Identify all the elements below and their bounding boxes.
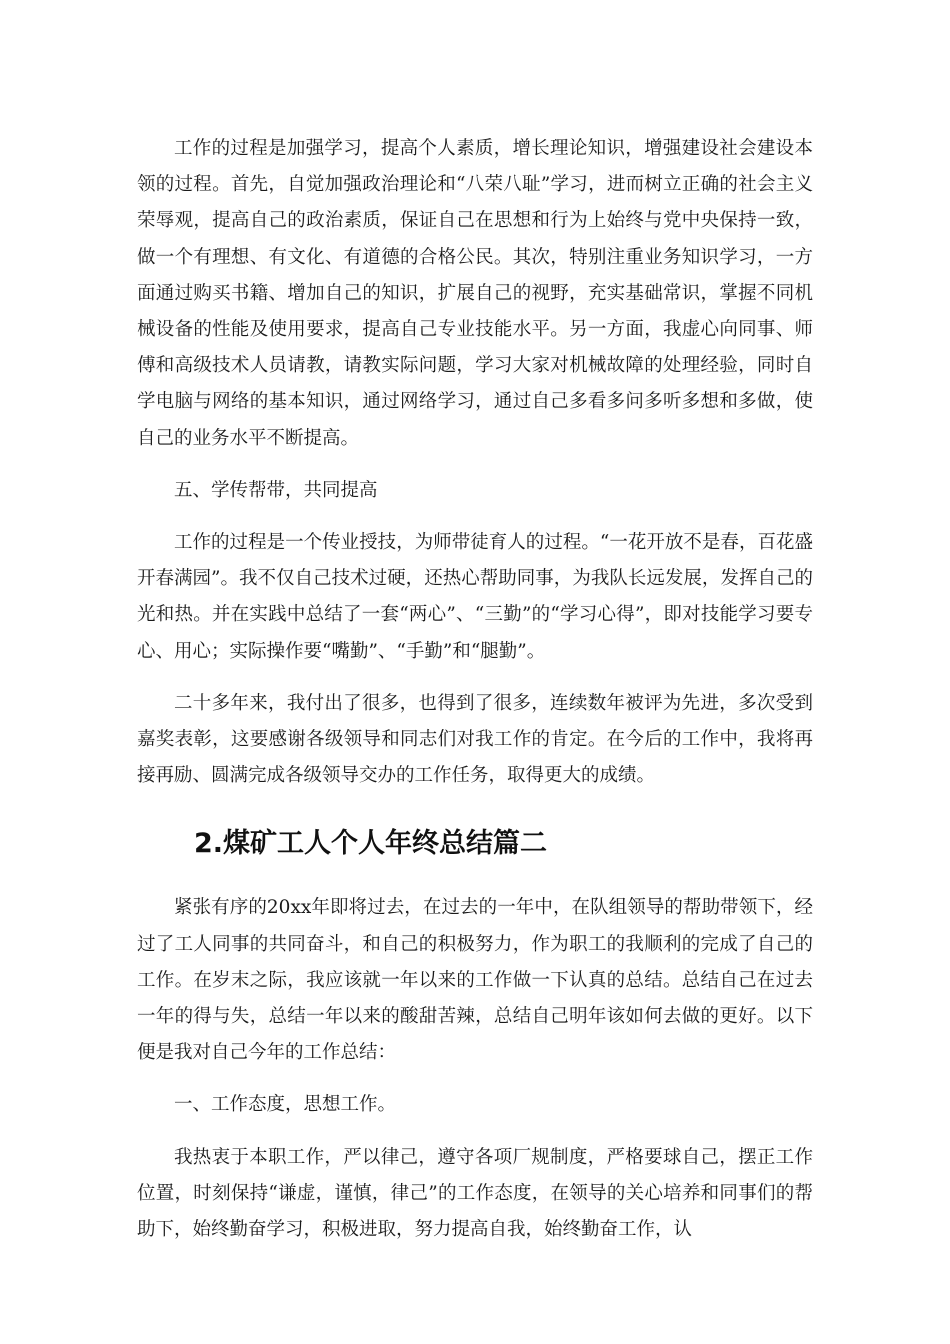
paragraph-study: 工作的过程是加强学习，提高个人素质，增长理论知识，增强建设社会建设本领的过程。首先，自觉加强政治理论和“八荣八耻”学习，进而树立正确的社会主义荣辱观，提高自己的政治素质，保证自己在思想和行为上始终与党中央保持一致，做一个有理想、有文化、有道德的合格公民。其次，特别注重业务知识学习，一方面通过购买书籍、增加自己的知识，扩展自己的视野，充实基础常识，掌握不同机械设备的性能及使用要求，提高自己专业技能水平。另一方面，我虚心向同事、师傅和高级技术人员请教，请教实际问题，学习大家对机械故障的处理经验，同时自学电脑与网络的基本知识，通过网络学习，通过自己多看多问多听多想和多做，使自己的业务水平不断提高。 [137,138,813,449]
document-body [137,131,813,1248]
paragraph-attitude: 我热衷于本职工作，严以律己，遵守各项厂规制度，严格要球自己，摆正工作位置，时刻保持“谦虚，谨慎，律己”的工作态度，在领导的关心培养和同事们的帮助下，始终勤奋学习，积极进取，努力提高自我，始终勤奋工作，认 [137,1146,813,1241]
heading-one: 一、工作态度，思想工作。 [174,1094,397,1116]
paragraph-years: 二十多年来，我付出了很多，也得到了很多，连续数年被评为先进，多次受到嘉奖表彰，这要感谢各级领导和同志们对我工作的肯定。在今后的工作中，我将再接再励、圆满完成各级领导交办的工作任务，取得更大的成绩。 [137,692,813,787]
paragraph-intro: 紧张有序的20xx年即将过去，在过去的一年中，在队组领导的帮助带领下，经过了工人同事的共同奋斗，和自己的积极努力，作为职工的我顺利的完成了自己的工作。在岁末之际，我应该就一年以来的工作做一下认真的总结。总结自己在过去一年的得与失，总结一年以来的酸甜苦辣，总结自己明年该如何去做的更好。以下便是我对自己今年的工作总结： [137,897,813,1064]
heading-five: 五、学传帮带，共同提高 [174,479,378,501]
paragraph-teach: 工作的过程是一个传业授技，为师带徒育人的过程。“一花开放不是春，百花盛开春满园”。我不仅自己技术过硬，还热心帮助同事，为我队长远发展，发挥自己的光和热。并在实践中总结了一套“两心”、“三勤”的“学习心得”，即对技能学习要专心、用心；实际操作要“嘴勤”、“手勤”和“腿勤”。 [137,532,813,662]
section-title: 2.煤矿工人个人年终总结篇二 [194,828,548,860]
